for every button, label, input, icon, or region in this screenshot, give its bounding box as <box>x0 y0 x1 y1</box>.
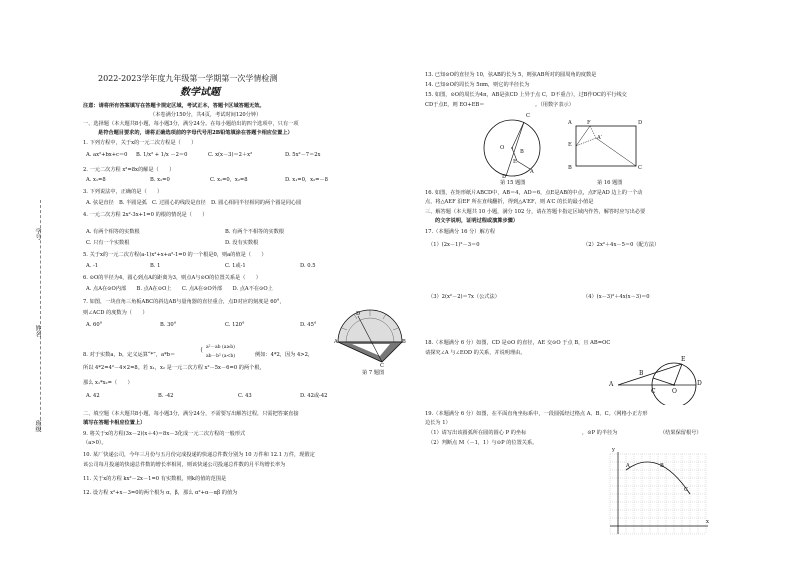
fig15-label-e: E <box>513 159 517 165</box>
q5-d: D. 0.5 <box>300 263 316 269</box>
exam-title: 2022-2023学年度九年级第一学期第一次学情检测 <box>98 74 278 83</box>
q3: 3. 下列说法中，正确的是（ ） <box>83 189 163 195</box>
q2-b: B. x₁=0 <box>150 177 170 183</box>
q14: 14. 已知⊙O的周长为 5πm，则它的半径长为 <box>425 82 530 88</box>
section3-heading-2: 的文字说明，证明过程或演算步骤） <box>435 218 519 224</box>
fig7-caption: 第 7 题图 <box>362 370 385 376</box>
fig15-label-d: D <box>502 174 507 180</box>
q10: 10. 某厂快递公司，今年三月份与五月份完成投递的快递总件数分别为 10 万件和 12.1 万件，现假定 <box>83 452 315 458</box>
side-label-name: 姓名 <box>34 325 41 337</box>
section3-heading: 三、解答题（本大题共 10 小题，满分 102 分，请在答题卡指定区域内作答，解答时应写出必要 <box>425 209 646 215</box>
q11: 11. 关于x的方程 kx²－2x－1=0 有实数根，则k的值的范围是 <box>83 476 227 482</box>
q18-b: 请探究∠A 与∠EOD 的关系，并说明理由。 <box>425 350 526 356</box>
q19: 19.（本题满分 6 分）如图，在平面直角坐标系中，一段圆弧经过格点 A、B、C。（网格小正方形 <box>425 411 648 417</box>
figure-7 <box>330 302 410 370</box>
q8-case-1: a²－ab (a≥b) <box>206 345 235 350</box>
fig19-label-y: y <box>612 447 615 453</box>
fig18-label-o: O <box>672 388 677 395</box>
fig18-label-a: A <box>609 381 614 388</box>
fig15-label-a: A <box>530 169 534 175</box>
side-label-id: 学号 <box>34 228 41 240</box>
q17-1: （1）(2x－1)²－3＝0 <box>428 242 480 248</box>
q16-b: 点，将△AEF 沿EF 所在直线翻折，得到△A′EF，则 A′C 的长的最小值是 <box>425 199 594 205</box>
fig18-label-c: C <box>651 388 656 395</box>
q2: 2. 一元二次方程 x²=8x的解是（ ） <box>83 167 175 173</box>
q19-b: 边长为 1） <box>425 420 451 426</box>
q1-c: C. x(x－3)＝2＋x² <box>208 152 253 158</box>
fig19-label-a: A <box>626 463 630 469</box>
subject-title: 数学试题 <box>180 87 220 98</box>
fig16-caption: 第 16 题图 <box>597 180 623 186</box>
q8-c: 那么 x₁*x₂=（ ） <box>83 380 133 386</box>
fig16-label-e: E <box>568 142 572 148</box>
section1-heading: 一、选择题（本大题共8小题，每小题3分，满分24分。在每小题给出的四个选项中，只有一项 <box>83 121 299 127</box>
q2-a: A. x₁=8 <box>86 177 106 183</box>
q10-b: 该公司每月投递的快递总件数的增长率相同，则该快递公司投递总件数的月平均增长率为 <box>83 462 286 468</box>
q17-2: （2）2x²＋4x－5＝0（配方法） <box>583 242 660 248</box>
figure-18 <box>600 345 710 405</box>
q5-b: B. 1 <box>150 263 161 269</box>
q2-c: C. x₁=0，x₂=8 <box>210 177 248 183</box>
q13: 13. 已知⊙O的直径为 10，弦AB的长为 5，则弦AB所对的圆周角的度数是 <box>425 72 597 78</box>
q19-1c: （结果保留根号） <box>660 430 702 436</box>
section2-heading-2: 填写在答题卡相应位置上） <box>83 420 146 426</box>
q8-b: 所以 4*2=4²－4×2=8。若 x₁，x₂ 是一元二次方程 x²－5x－6=0 的两个根， <box>83 365 265 371</box>
q19-1b: ，⊙P 的半径为 <box>582 430 618 436</box>
q4-b: B. 有两个不相等的实数根 <box>225 229 284 235</box>
q16: 16. 如图，在矩形纸片ABCD中，AB＝4，AD＝6，点E是AB的中点，点F是AD 边上的一个动 <box>425 190 643 196</box>
q8-a: A. 42 <box>86 393 100 399</box>
fig18-label-e: E <box>681 356 686 363</box>
q18: 18.（本题满分 6 分）如图，CD 是⊙O 的直径，AE 交⊙O 于点 B，且 AB=OC <box>425 340 611 346</box>
fig15-label-o: O <box>500 145 505 151</box>
fig16-label-f: F <box>587 120 591 126</box>
q7-c: C. 120° <box>225 322 245 328</box>
fig18-label-d: D <box>697 380 702 387</box>
q5-a: A. -1 <box>86 263 99 269</box>
q12: 12. 设方程 x²+x－3=0的两个根为 α，β，那么 α²+α－αβ 的值为 <box>83 490 238 496</box>
q8-case-2: ab－b² (a<b) <box>206 354 236 359</box>
fig19-label-c: C <box>684 487 688 493</box>
q1-a: A. ax²+bx+c＝0 <box>86 152 128 158</box>
fig16-label-c: C <box>638 165 642 171</box>
q7-a: A. 60° <box>86 322 103 328</box>
fig7-label-d: D <box>356 311 361 317</box>
fig16-label-d: D <box>638 120 643 126</box>
fig7-label-b: B <box>402 339 406 345</box>
q17-4: （4）(x－3)²＋4x(x－3)＝0 <box>583 294 650 300</box>
fig18-label-b: B <box>639 370 644 377</box>
q5: 5. 关于x的一元二次方程(a-1)x²+x+a²-1=0 的一个根是0，则a的值是（ ） <box>83 252 267 258</box>
q17: 17.（本题满分 16 分）解方程 <box>425 229 496 235</box>
fig15-caption: 第 15 题图 <box>500 180 526 186</box>
fig16-label-b: B <box>568 165 572 171</box>
fig7-label-c: C <box>380 363 384 369</box>
section2-heading: 二、填空题（本大题共8小题，每小题3分，满分24分，不需要写出解答过程，只需把答案直接 <box>83 411 299 417</box>
figure-16 <box>572 120 643 170</box>
fig7-label-a: A <box>334 339 338 345</box>
q7: 7. 如图，一块直角三角板ABC的斜边AB与量角器的直径重合，点D对应的刻度是 60°， <box>83 299 285 305</box>
q3-options: A. 弦是直径 B. 半圆是弧 C. 过圆心的线段是直径 D. 圆心相同半径相同的两个圆是同心圆 <box>86 200 302 206</box>
q15-c: 。（用数字表示） <box>535 102 574 108</box>
q5-c: C. 1或-1 <box>225 263 246 269</box>
q8-d-option: D. 42或-42 <box>300 393 328 399</box>
q1-b: B. 1/x² + 1/x －2＝0 <box>136 152 188 158</box>
fig16-label-a1: A′ <box>597 135 602 141</box>
q7-b-option: B. 30° <box>160 322 177 328</box>
section1-heading-2: 是符合题目要求的，请将正确选项前的字母代号用2B铅笔填涂在答题卡相应位置上） <box>98 130 293 136</box>
q15-b: CD于点E，则 EO+EB＝ <box>425 102 485 108</box>
q6: 6. ⊙O的半径为4，圆心到点A的距离为3，则点A与⊙O的位置关系是（ ） <box>83 275 261 281</box>
figure-15 <box>478 113 548 182</box>
q6-options: A. 点A在⊙O内部 B. 点A在⊙O上 C. 点A在⊙O外部 D. 点A不在⊙O上 <box>86 286 273 292</box>
q4-a: A. 有两个相等的实数根 <box>86 229 140 235</box>
side-label-class: 班级 <box>34 420 41 432</box>
q7-d: D. 45° <box>300 322 317 328</box>
q1: 1. 下列方程中，关于x的一元二次方程是（ ） <box>83 140 197 146</box>
q1-d: D. 5x²－7＝2x <box>285 152 321 158</box>
q8-example: 例如：4*2，因为 4>2， <box>255 352 314 358</box>
q8-b-option: B. -42 <box>158 393 174 399</box>
fig19-label-b: B <box>660 463 664 469</box>
fig15-label-b: B <box>520 149 524 155</box>
fig16-label-a: A <box>568 120 572 126</box>
q9: 9. 将关于x的方程(3x－2)(x＋4)＝8x－3化成一元二次方程的一般形式 <box>83 431 246 437</box>
q9-b: （a>0）。 <box>83 440 107 446</box>
q15: 15. 如图，⊙O的周长为4π，AB是弦CD 上异于点 C，D不重合），过B作OC的平行线交 <box>425 92 627 98</box>
notice: 注意：请将所有答案填写在答题卡规定区域，考试正本，答题卡区域答题无效。 <box>83 103 265 109</box>
q2-d: D. x₁=0，x₂=－8 <box>285 177 328 183</box>
q17-3: （3）2(x²－2)＝7x（公式法） <box>428 294 500 300</box>
q8-piecewise-brace: { <box>200 347 204 353</box>
fig19-label-x: x <box>706 519 709 525</box>
q8: 8. 对于实数a，b，定义运算“*”，a*b＝ <box>83 352 176 358</box>
q7-b: 则∠ACD 的度数为（ ） <box>83 310 148 316</box>
q4-d: D. 没有实数根 <box>225 240 259 246</box>
q4: 4. 一元二次方程 2x²-3x+1=0 的根的情况是（ ） <box>83 212 208 218</box>
fig15-label-c: C <box>526 113 530 119</box>
q8-c-option: C. 43 <box>238 393 252 399</box>
q4-c: C. 只有一个实数根 <box>86 240 130 246</box>
exam-info: （本卷满分150分，共4页，考试时间120分钟） <box>150 112 262 118</box>
q19-2: （2）判断点 M（－1，1）与⊙P 的位置关系。 <box>428 440 538 446</box>
q19-1: （1）请写出该圆弧所在圆的圆心 P 的坐标 <box>428 430 527 436</box>
figure-19-grid <box>604 447 714 542</box>
